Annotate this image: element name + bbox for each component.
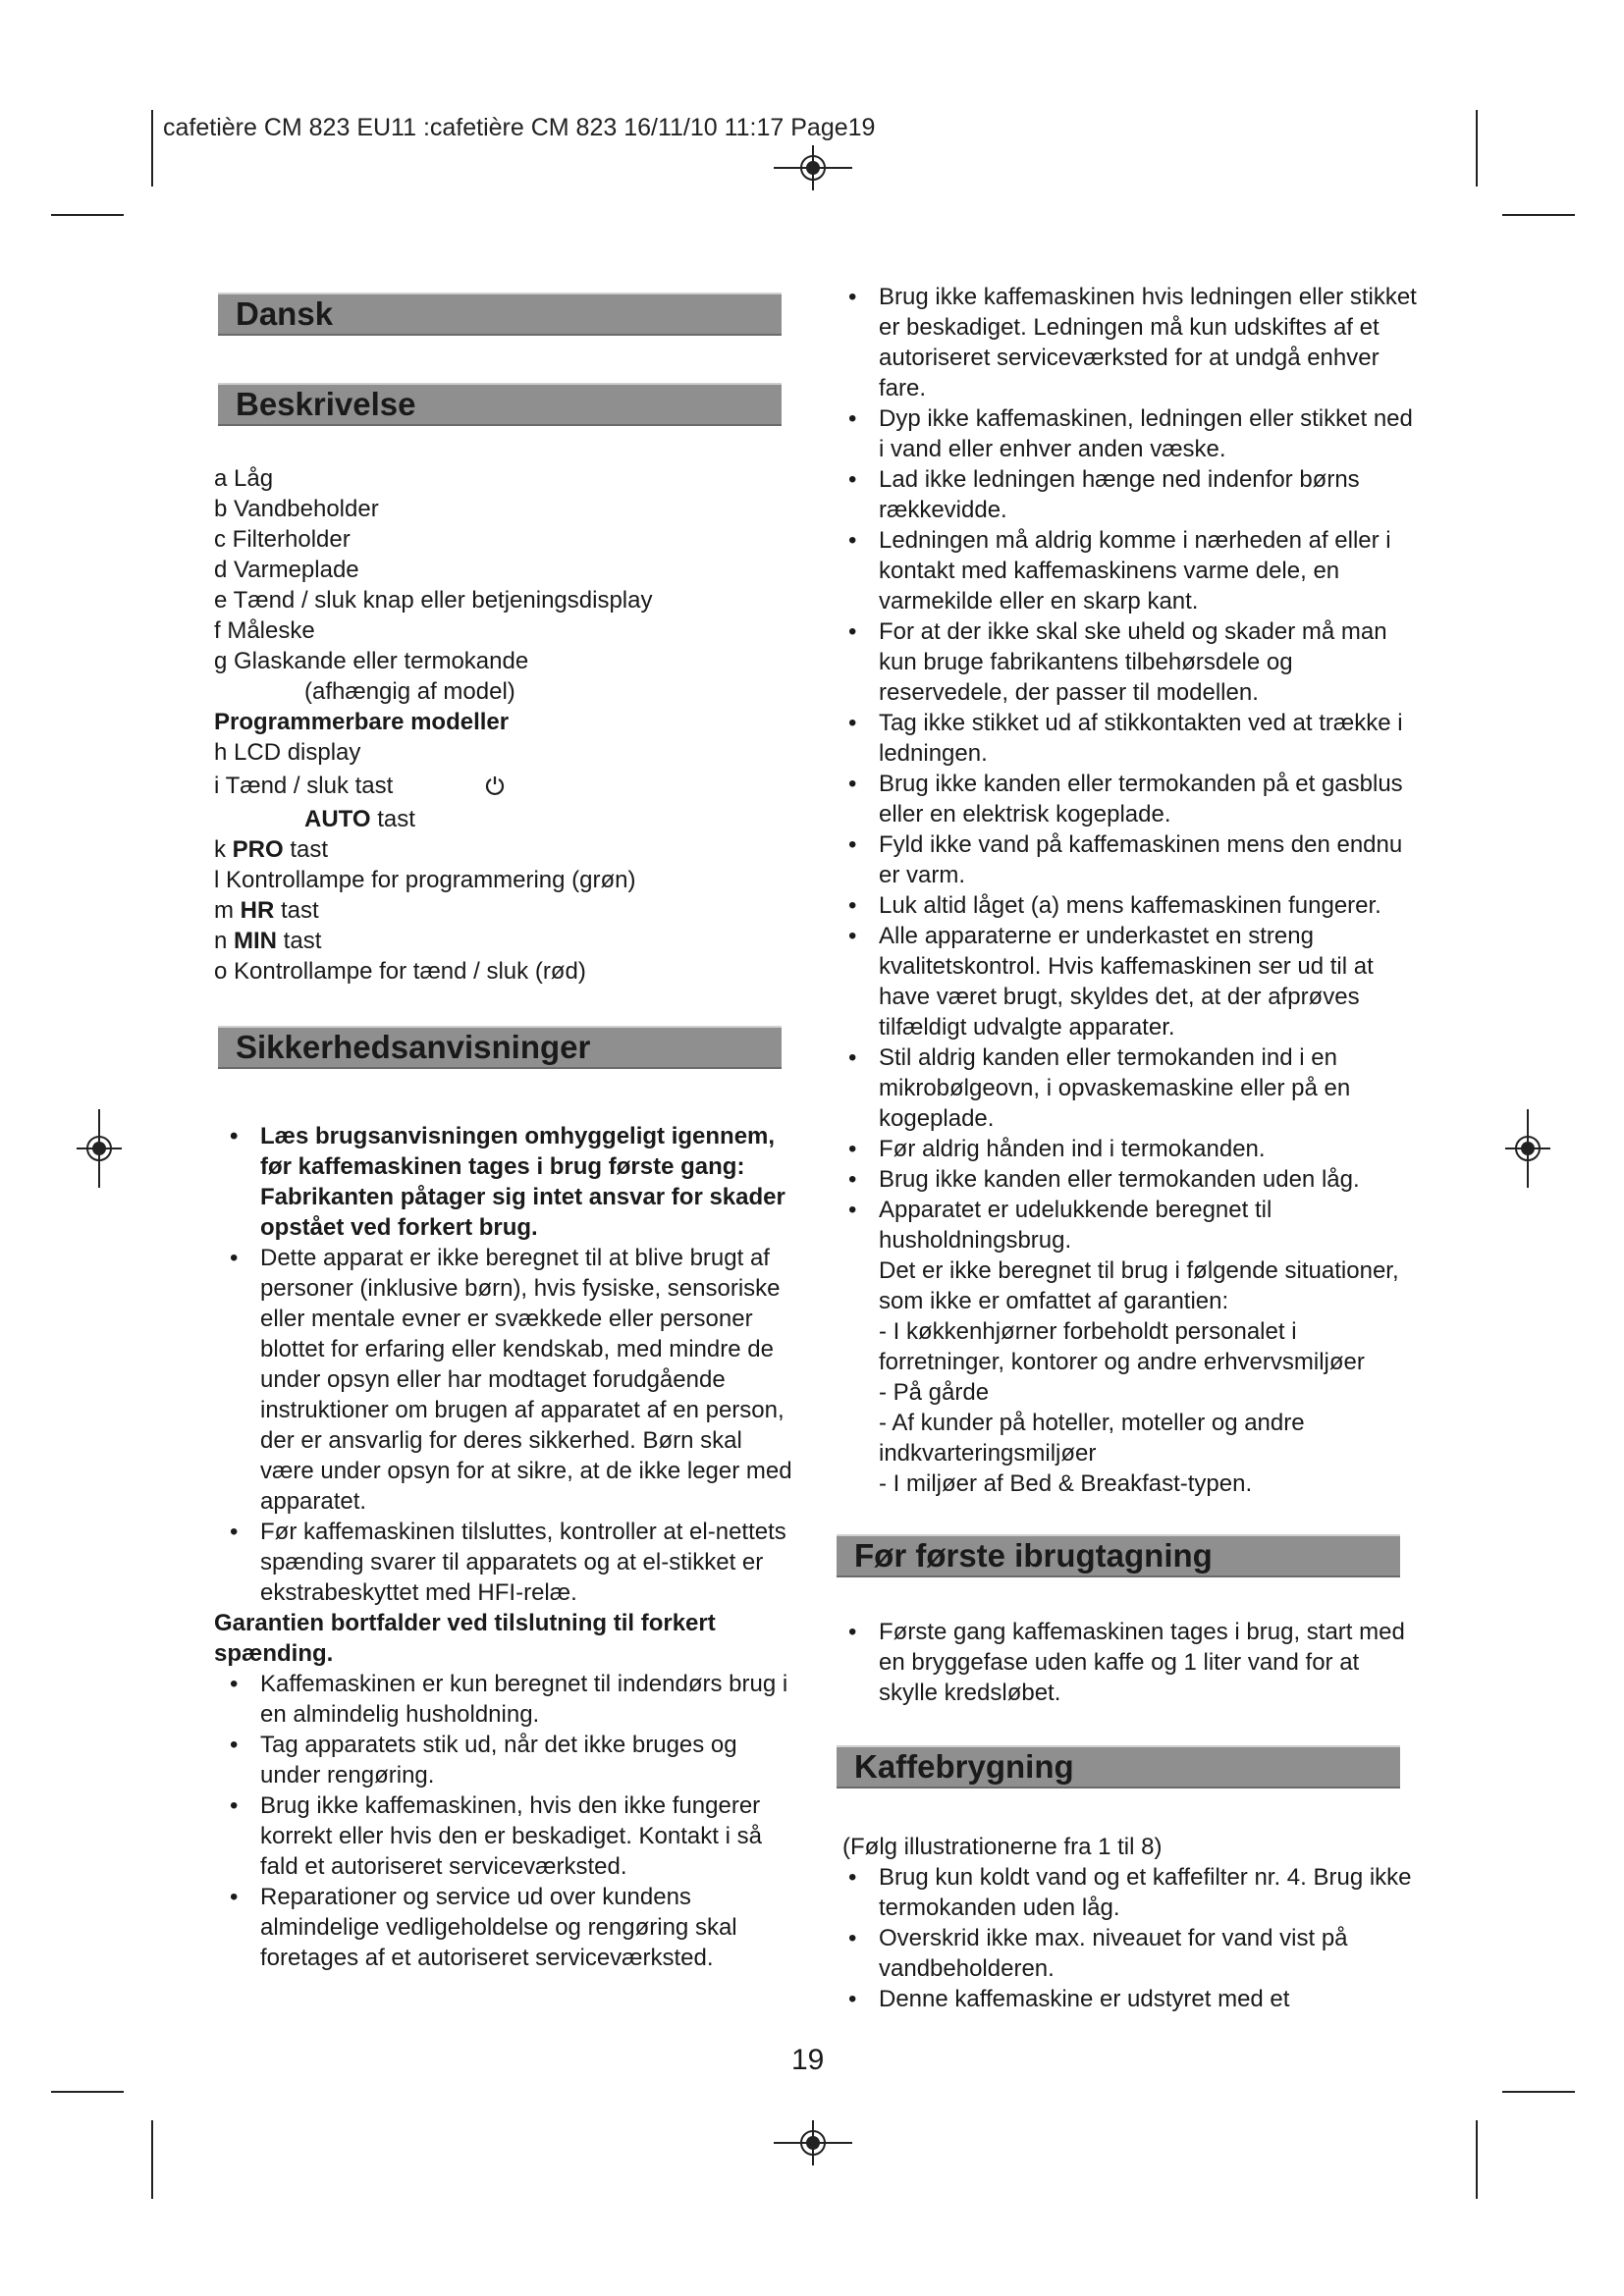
safety-item: • For at der ikke skal ske uheld og skader må man kun bruge fabrikantens tilbehørsdele og reservedele, der passer til modellen. [848,618,1387,706]
safety-item-text: Brug ikke kaffemaskinen hvis ledningen eller stikket er beskadiget. Ledningen må kun udskiftes af et autoriseret serviceværksted for at undgå enhver fare. [879,284,1417,401]
crop-mark-top-left [151,110,153,187]
registration-mark-icon [77,1109,122,1188]
safety-item: • Læs brugsanvisningen omhyggeligt igennem, før kaffemaskinen tages i brug første gang: Fabrikanten påtager sig intet ansvar for skader opstået ved forkert brug. [230,1123,785,1241]
crop-mark-left-bottom [51,2091,124,2093]
crop-mark-right-top [1502,214,1575,216]
brewing-item: • Denne kaffemaskine er udstyret med et [848,1986,1290,2012]
part-g: g Glaskande eller termokande [214,648,529,674]
usage-exclusions [833,1255,1422,1499]
crop-mark-top-right [1476,110,1478,187]
pro-key-suffix: tast [283,836,329,863]
usage-exclusions-intro: Det er ikke beregnet til brug i følgende situationer, som ikke er omfattet af garantien: [879,1257,1399,1314]
safety-item: • Før kaffemaskinen tilsluttes, kontroller at el-nettets spænding svarer til apparatets og at el-stikket er ekstrabeskyttet med HFI-relæ. [230,1519,786,1606]
safety-item-text: Før kaffemaskinen tilsluttes, kontroller at el-nettets spænding svarer til apparatets og at el-stikket er ekstrabeskyttet med HFI-relæ. [260,1519,786,1606]
page-number: 19 [791,2044,825,2076]
safety-item: • Fyld ikke vand på kaffemaskinen mens den endnu er varm. [848,831,1403,888]
safety-item: • Dette apparat er ikke beregnet til at blive brugt af personer (inklusive børn), hvis fysiske, sensoriske eller mentale evner er svækkede eller personer blottet for erfaring eller kendskab, med mindre de under opsyn eller har modtaget forudgående instruktioner om brugen af apparatet af en person, der er ansvarlig for deres sikkerhed. Børn skal være under opsyn for at sikre, at de ikke leger med apparatet. [230,1245,792,1515]
hr-key-label: HR [240,897,275,924]
part-d: d Varmeplade [214,557,359,583]
safety-item-text: Luk altid låget (a) mens kaffemaskinen fungerer. [879,892,1381,919]
usage-exclusion-item: - I miljøer af Bed & Breakfast-typen. [879,1470,1253,1497]
safety-item-text: Tag ikke stikket ud af stikkontakten ved at trække i ledningen. [879,710,1403,767]
part-o: o Kontrollampe for tænd / sluk (rød) [214,958,586,985]
safety-item: • Tag ikke stikket ud af stikkontakten ved at trække i ledningen. [848,710,1403,767]
power-icon [484,774,506,804]
warranty-warning: Garantien bortfalder ved tilslutning til forkert spænding. [214,1610,716,1667]
usage-exclusion-item: - På gårde [879,1379,990,1406]
part-a: a Låg [214,465,274,492]
safety-item-text: Stil aldrig kanden eller termokanden ind i en mikrobølgeovn, i opvaskemaskine eller på en kogeplade. [879,1044,1351,1132]
safety-item: • Stil aldrig kanden eller termokanden ind i en mikrobølgeovn, i opvaskemaskine eller på en kogeplade. [848,1044,1351,1132]
brewing-list [833,1832,1422,2014]
safety-item: • Alle apparaterne er underkastet en streng kvalitetskontrol. Hvis kaffemaskinen ser ud til at have været brugt, skyldes det, at der afprøves tilfældigt udvalgte apparater. [848,923,1374,1041]
print-header: cafetière CM 823 EU11 :cafetière CM 823 16/11/10 11:17 Page19 [163,114,876,141]
part-g-note: (afhængig af model) [304,678,515,705]
brewing-item-text: Brug kun koldt vand og et kaffefilter nr. 4. Brug ikke termokanden uden låg. [879,1864,1412,1921]
part-n [214,926,793,956]
safety-item-text: For at der ikke skal ske uheld og skader må man kun bruge fabrikantens tilbehørsdele og reservedele, der passer til modellen. [879,618,1387,706]
safety-item-text: Brug ikke kanden eller termokanden på et gasblus eller en elektrisk kogeplade. [879,771,1403,828]
part-m [214,895,793,926]
safety-item-text: Før aldrig hånden ind i termokanden. [879,1136,1266,1162]
first-use-list [833,1617,1422,1708]
safety-item-text: Alle apparaterne er underkastet en streng kvalitetskontrol. Hvis kaffemaskinen ser ud til at have været brugt, skyldes det, at der afprøves tilfældigt udvalgte apparater. [879,923,1374,1041]
safety-item-text: Læs brugsanvisningen omhyggeligt igennem, før kaffemaskinen tages i brug første gang: Fabrikanten påtager sig intet ansvar for skader opstået ved forkert brug. [260,1123,785,1241]
safety-item-text: Brug ikke kanden eller termokanden uden låg. [879,1166,1360,1193]
part-n-letter: n [214,928,235,954]
safety-item-text: Kaffemaskinen er kun beregnet til indendørs brug i en almindelig husholdning. [260,1671,788,1728]
part-m-letter: m [214,897,241,924]
registration-mark-icon [774,145,852,190]
part-i [214,771,793,804]
part-k-letter: k [214,836,233,863]
safety-item: • Reparationer og service ud over kundens almindelige vedligeholdelse og rengøring skal foretages af et autoriseret serviceværksted. [230,1884,737,1971]
section-heading-sikkerhed: Sikkerhedsanvisninger [218,1026,782,1069]
safety-item-text: Apparatet er udelukkende beregnet til husholdningsbrug. [879,1197,1272,1254]
auto-key-label: AUTO [304,806,371,832]
first-use-item-text: Første gang kaffemaskinen tages i brug, start med en bryggefase uden kaffe og 1 liter vand for at skylle kredsløbet. [879,1619,1405,1706]
part-h: h LCD display [214,739,361,766]
safety-item: • Tag apparatets stik ud, når det ikke bruges og under rengøring. [230,1732,737,1789]
crop-mark-bottom-right [1476,2120,1478,2199]
safety-item: • Brug ikke kanden eller termokanden på et gasblus eller en elektrisk kogeplade. [848,771,1403,828]
part-k [214,834,793,865]
usage-exclusion-item: - I køkkenhjørner forbeholdt personalet i forretninger, kontorer og andre erhvervsmiljøer [879,1318,1365,1375]
safety-item: • Ledningen må aldrig komme i nærheden af eller i kontakt med kaffemaskinens varme dele, en varmekilde eller en skarp kant. [848,527,1391,614]
safety-item: • Før aldrig hånden ind i termokanden. [848,1136,1266,1162]
brewing-item: • Overskrid ikke max. niveauet for vand vist på vandbeholderen. [848,1925,1348,1982]
part-f: f Måleske [214,617,315,644]
safety-item: • Brug ikke kanden eller termokanden uden låg. [848,1166,1360,1193]
part-j [214,804,793,834]
crop-mark-bottom-left [151,2120,153,2199]
safety-item: • Luk altid låget (a) mens kaffemaskinen fungerer. [848,892,1381,919]
safety-item: • Apparatet er udelukkende beregnet til husholdningsbrug. [848,1197,1272,1254]
safety-item-text: Tag apparatets stik ud, når det ikke bruges og under rengøring. [260,1732,737,1789]
parts-list [214,463,793,987]
brewing-intro: (Følg illustrationerne fra 1 til 8) [842,1834,1163,1860]
safety-item-text: Dette apparat er ikke beregnet til at blive brugt af personer (inklusive børn), hvis fysiske, sensoriske eller mentale evner er svækkede eller personer blottet for erfaring eller kendskab, med mindre de under opsyn eller har modtaget forudgående instruktioner om brugen af apparatet af en person, der er ansvarlig for deres sikkerhed. Børn skal være under opsyn for at sikre, at de ikke leger med apparatet. [260,1245,792,1515]
safety-item-text: Reparationer og service ud over kundens almindelige vedligeholdelse og rengøring skal foretages af et autoriseret serviceværksted. [260,1884,737,1971]
safety-item: • Kaffemaskinen er kun beregnet til indendørs brug i en almindelig husholdning. [230,1671,788,1728]
first-use-item: • Første gang kaffemaskinen tages i brug, start med en bryggefase uden kaffe og 1 liter vand for at skylle kredsløbet. [848,1619,1405,1706]
safety-item: • Lad ikke ledningen hænge ned indenfor børns rækkevidde. [848,466,1360,523]
safety-list-left [214,1121,793,1973]
pro-key-label: PRO [232,836,284,863]
part-c: c Filterholder [214,526,351,553]
safety-list-right [833,282,1422,1499]
crop-mark-left-top [51,214,124,216]
crop-mark-right-bottom [1502,2091,1575,2093]
registration-mark-icon [774,2120,852,2165]
usage-exclusion-item: - Af kunder på hoteller, moteller og andre indkvarteringsmiljøer [879,1410,1305,1467]
safety-item: • Brug ikke kaffemaskinen, hvis den ikke fungerer korrekt eller hvis den er beskadiget. Kontakt i så fald et autoriseret serviceværksted. [230,1792,762,1880]
part-i-label: i Tænd / sluk tast [214,773,394,799]
right-column [833,282,1422,2014]
safety-item-text: Brug ikke kaffemaskinen, hvis den ikke fungerer korrekt eller hvis den er beskadiget. Kontakt i så fald et autoriseret serviceværksted. [260,1792,762,1880]
safety-item: • Brug ikke kaffemaskinen hvis ledningen eller stikket er beskadiget. Ledningen må kun udskiftes af et autoriseret serviceværksted for at undgå enhver fare. [848,284,1417,401]
part-b: b Vandbeholder [214,496,379,522]
hr-key-suffix: tast [274,897,319,924]
min-key-label: MIN [234,928,278,954]
part-l: l Kontrollampe for programmering (grøn) [214,867,636,893]
safety-item-text: Fyld ikke vand på kaffemaskinen mens den endnu er varm. [879,831,1403,888]
min-key-suffix: tast [277,928,322,954]
safety-item: • Dyp ikke kaffemaskinen, ledningen eller stikket ned i vand eller enhver anden væske. [848,405,1413,462]
brewing-item: • Brug kun koldt vand og et kaffefilter nr. 4. Brug ikke termokanden uden låg. [848,1864,1412,1921]
left-column [214,285,793,1973]
section-heading-dansk: Dansk [218,293,782,336]
brewing-item-text: Overskrid ikke max. niveauet for vand vist på vandbeholderen. [879,1925,1348,1982]
brewing-item-text: Denne kaffemaskine er udstyret med et [879,1986,1290,2012]
section-heading-beskrivelse: Beskrivelse [218,383,782,426]
auto-key-suffix: tast [370,806,415,832]
section-heading-kaffe: Kaffebrygning [837,1745,1400,1789]
part-e: e Tænd / sluk knap eller betjeningsdisplay [214,587,653,614]
programmable-models-heading: Programmerbare modeller [214,709,510,735]
safety-item-text: Ledningen må aldrig komme i nærheden af eller i kontakt med kaffemaskinens varme dele, en varmekilde eller en skarp kant. [879,527,1391,614]
registration-mark-icon [1505,1109,1550,1188]
section-heading-foer: Før første ibrugtagning [837,1534,1400,1577]
safety-item-text: Lad ikke ledningen hænge ned indenfor børns rækkevidde. [879,466,1360,523]
safety-item-text: Dyp ikke kaffemaskinen, ledningen eller stikket ned i vand eller enhver anden væske. [879,405,1413,462]
